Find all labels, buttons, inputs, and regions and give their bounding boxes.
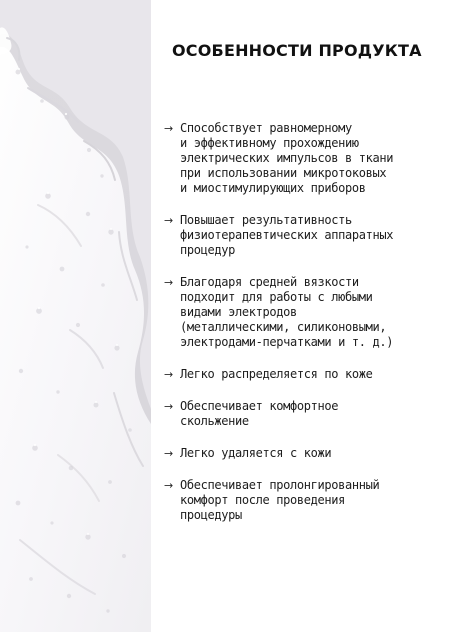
feature-item — [164, 275, 470, 350]
arrow-right-icon: → — [164, 276, 174, 289]
product-features-panel — [151, 0, 474, 632]
arrow-right-icon: → — [164, 214, 174, 227]
feature-text: Обеспечивает пролонгированный комфорт после проведения процедуры — [180, 478, 380, 522]
feature-text: Повышает результативность физиотерапевтических аппаратных процедур — [180, 213, 394, 257]
feature-item — [164, 121, 470, 196]
feature-item — [164, 399, 470, 429]
feature-item — [164, 446, 470, 461]
feature-item — [164, 367, 470, 382]
feature-text: Легко удаляется с кожи — [180, 446, 332, 460]
features-list — [164, 121, 470, 540]
arrow-right-icon: → — [164, 479, 174, 492]
feature-item — [164, 478, 470, 523]
gel-smear-illustration — [0, 0, 151, 632]
arrow-right-icon: → — [164, 400, 174, 413]
feature-item — [164, 213, 470, 258]
feature-text: Легко распределяется по коже — [180, 367, 373, 381]
arrow-right-icon: → — [164, 447, 174, 460]
feature-text: Благодаря средней вязкости подходит для работы с любыми видами электродов (металлическими, силиконовыми, электродами-перчатками и т. д.) — [180, 275, 394, 349]
gel-texture-image — [0, 0, 151, 632]
arrow-right-icon: → — [164, 122, 174, 135]
page-title: ОСОБЕННОСТИ ПРОДУКТА — [172, 41, 422, 60]
arrow-right-icon: → — [164, 368, 174, 381]
feature-text: Обеспечивает комфортное скольжение — [180, 399, 339, 428]
feature-text: Способствует равномерному и эффективному прохождению электрических импульсов в ткани при использовании микротоковых и миостимулирующих приборов — [180, 121, 394, 195]
